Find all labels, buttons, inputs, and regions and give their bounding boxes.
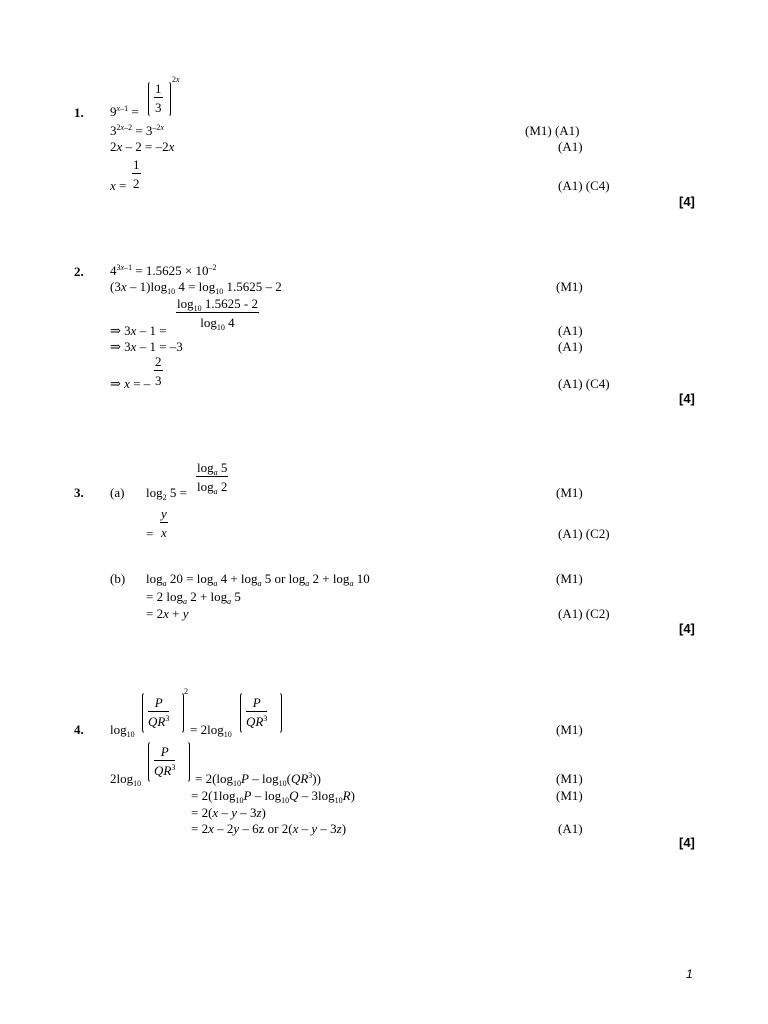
q3a-line-2: = xyxy=(146,526,154,541)
q2-line-5: ⇒ x = – xyxy=(110,376,151,391)
q2-line-3: ⇒ 3x – 1 = xyxy=(110,323,167,338)
q2-mark-a1-second: (A1) xyxy=(558,339,583,354)
question-2-number: 2. xyxy=(74,264,84,279)
q1-line-2: $3^{2x-2} = 3^{-2x}$ xyxy=(110,123,164,138)
q3a-mark-a1c2: (A1) (C2) xyxy=(558,526,610,541)
q4-line-2-lhs: $2\log_{10}$ xyxy=(110,771,142,788)
q4-line-1-rhs: = $2\log_{10}$ xyxy=(190,722,232,739)
q4-l1-fraction: $\frac{P}{QR^3}$ xyxy=(148,695,170,729)
q3-part-b-label: (b) xyxy=(110,571,126,586)
q2-mark-m1: (M1) xyxy=(556,279,583,294)
q3b-line-1: $\log_a 20 = \log_a 4 + \log_a 5$ or $\log_a 2 + \log_a 10$ xyxy=(146,571,370,588)
q2-fraction-two-thirds: $\frac{2}{3}$ xyxy=(155,354,162,388)
q4-l1-exponent: 2 xyxy=(184,687,188,696)
page-number: 1 xyxy=(686,967,693,981)
q2-mark-a1-first: (A1) xyxy=(558,323,583,338)
q1-line-1: $9^{x-1}$ = xyxy=(110,104,139,119)
q1-line-3: 2x – 2 = –2x xyxy=(110,139,175,154)
q4-mark-m1-second: (M1) xyxy=(556,771,583,786)
q1-mark-a1c4: (A1) (C4) xyxy=(558,178,610,193)
q2-line-1: $4^{3x-1} = 1.5625 \times 10^{-2}$ xyxy=(110,263,217,278)
q1-exponent: 2x xyxy=(172,75,180,84)
question-1-total: [4] xyxy=(679,194,695,209)
q1-fraction-one-half: $\frac{1}{2}$ xyxy=(133,157,140,191)
q3a-fraction-y-over-x: $\frac{y}{x}$ xyxy=(161,506,167,540)
question-2-total: [4] xyxy=(679,391,695,406)
q4-line-2-rhs: = $2(\log_{10}P - \log_{10}(QR^3))$ xyxy=(195,771,321,788)
q4-l1r-fraction: $\frac{P}{QR^3}$ xyxy=(246,695,268,729)
question-3-number: 3. xyxy=(74,485,84,500)
q1-mark-a1: (A1) xyxy=(558,139,583,154)
q3-part-a-label: (a) xyxy=(110,485,125,500)
question-1-number: 1. xyxy=(74,105,84,120)
q4-l1-close-paren xyxy=(176,692,184,734)
q2-line-2: $(3x - 1)\log_{10}$ $4 = \log_{10} 1.5625 - 2$ xyxy=(110,279,282,296)
q3a-mark-m1: (M1) xyxy=(556,485,583,500)
q4-l2-close-paren xyxy=(182,741,190,783)
q4-line-5: = 2x – 2y – 6z or 2(x – y – 3z) xyxy=(191,821,347,836)
question-4-total: [4] xyxy=(679,835,695,850)
q4-l2-fraction: $\frac{P}{QR^3}$ xyxy=(154,744,176,778)
question-3-total: [4] xyxy=(679,621,695,636)
q4-l1r-close-paren xyxy=(274,692,282,734)
q1-mark-m1a1: (M1) (A1) xyxy=(525,123,580,138)
q4-mark-m1-first: (M1) xyxy=(556,722,583,737)
q1-line-4: x = xyxy=(110,178,127,193)
q4-mark-m1-third: (M1) xyxy=(556,788,583,803)
q3a-fraction-log: $\frac{\log_a 5}{\log_a 2}$ xyxy=(197,460,228,496)
q3b-line-3: = 2x + y xyxy=(146,606,189,621)
q4-line-3: = $2(1\log_{10}P - \log_{10}Q - 3\log_{10}R)$ xyxy=(191,788,355,805)
q3a-line-1: $\log_2 5$ = xyxy=(146,485,187,502)
q2-mark-a1c4: (A1) (C4) xyxy=(558,376,610,391)
question-4-number: 4. xyxy=(74,722,84,737)
q3b-line-2: = 2 $\log_a 2 + \log_a 5$ xyxy=(146,589,241,606)
q4-mark-a1: (A1) xyxy=(558,821,583,836)
q3b-mark-a1c2: (A1) (C2) xyxy=(558,606,610,621)
q1-fraction-one-third: $\frac{1}{3}$ xyxy=(155,81,162,115)
q1-close-paren xyxy=(164,81,171,117)
q4-line-4: = 2(x – y – 3z) xyxy=(191,805,266,820)
q3b-mark-m1: (M1) xyxy=(556,571,583,586)
q2-line-4: ⇒ 3x – 1 = –3 xyxy=(110,339,183,354)
q2-fraction-log: $\frac{\log_{10} 1.5625 - 2}{\log_{10} 4}$ xyxy=(177,296,258,332)
q4-line-1-lhs: $\log_{10}$ xyxy=(110,722,135,739)
